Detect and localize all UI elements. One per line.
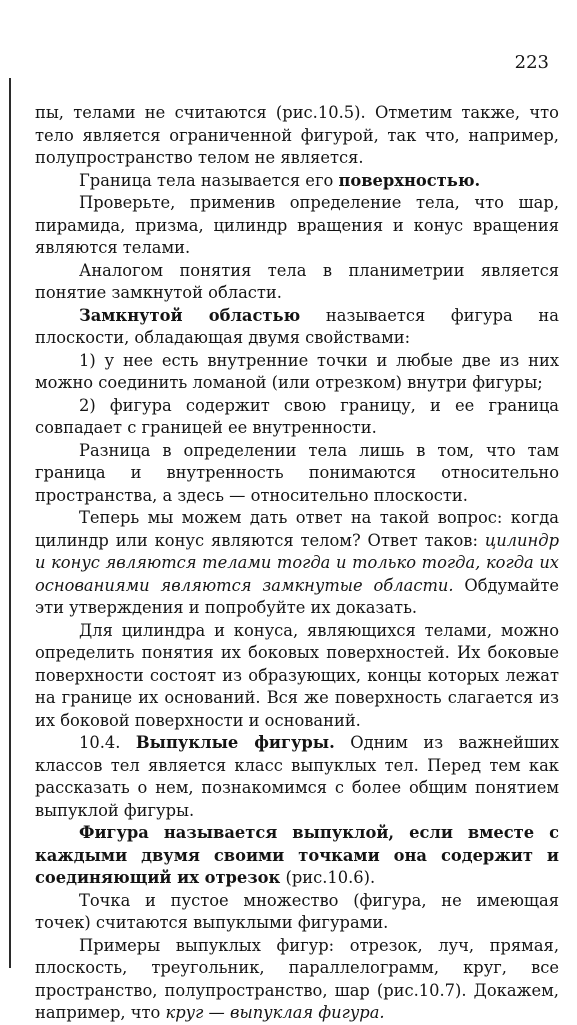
text-run: называется фигура на плоскости, обладающая двумя свойствами: — [35, 305, 559, 347]
text-run: Проверьте, применив определение тела, что шар, пирамида, призма, цилиндр вращения и конус вращения являются телами. — [35, 193, 559, 257]
paragraph — [35, 395, 559, 440]
paragraph — [35, 822, 559, 890]
paragraph — [35, 192, 559, 260]
paragraph — [35, 260, 559, 305]
text-run: Примеры выпуклых фигур: отрезок, луч, прямая, плоскость, треугольник, параллелограмм, круг, все пространство, полупространство, шар (рис.10.7). Докажем, например, что — [35, 935, 559, 1022]
text-run: 2) фигура содержит свою границу, и ее граница совпадает с границей ее внутренности. — [35, 395, 559, 437]
italic-text: круг — выпуклая фигура. — [165, 1003, 385, 1022]
text-run: Точка и пустое множество (фигура, не имеющая точек) считаются выпуклыми фигурами. — [35, 890, 559, 932]
margin-rule — [9, 78, 11, 968]
page-body — [35, 102, 559, 1025]
bold-text: поверхностью. — [338, 170, 481, 190]
paragraph — [35, 102, 559, 170]
text-run: Теперь мы можем дать ответ на такой вопрос: когда цилиндр или конус являются телом? Ответ таков: — [35, 508, 559, 550]
text-run: Граница тела называется его — [79, 170, 339, 190]
bold-text: Выпуклые фигуры. — [135, 733, 335, 752]
bold-text: Замкнутой областью — [79, 305, 301, 325]
paragraph — [35, 170, 559, 193]
paragraph — [35, 305, 559, 350]
text-run: Аналогом понятия тела в планиметрии является понятие замкнутой области. — [35, 260, 559, 302]
paragraph — [35, 935, 559, 1025]
page-number: 223 — [514, 52, 549, 73]
text-run: 10.4. — [79, 733, 136, 752]
paragraph — [35, 732, 559, 822]
text-run: Разница в определении тела лишь в том, что там граница и внутренность понимаются относительно пространства, а здесь — относительно плоскости. — [35, 440, 559, 505]
paragraph — [35, 620, 559, 733]
text-run: (рис.10.6). — [280, 868, 376, 887]
italic-text: цилиндр и конус являются телами тогда и только тогда, когда их основаниями являются замкнутые области. — [35, 530, 559, 595]
paragraph — [35, 507, 559, 620]
text-run: Одним из важнейших классов тел является класс выпуклых тел. Перед тем как рассказать о нем, познакомимся с более общим понятием выпуклой фигуры. — [35, 733, 559, 820]
paragraph — [35, 350, 559, 395]
text-run: Для цилиндра и конуса, являющихся телами, можно определить понятия их боковых поверхностей. Их боковые поверхности состоят из образующих, концы которых лежат на границе их оснований. Вся же поверхность слагается из их боковой поверхности и оснований. — [35, 620, 559, 730]
text-run: 1) у нее есть внутренние точки и любые две из них можно соединить ломаной (или отрезком) внутри фигуры; — [35, 350, 559, 392]
text-run: пы, телами не считаются (рис.10.5). Отметим также, что тело является ограниченной фигурой, так что, например, полупространство телом не является. — [35, 103, 559, 167]
bold-text: Фигура называется выпуклой, если вместе с каждыми двумя своими точками она содержит и соединяющий их отрезок — [35, 823, 559, 887]
paragraph — [35, 890, 559, 935]
paragraph — [35, 440, 559, 508]
text-run: Обдумайте эти утверждения и попробуйте их доказать. — [35, 575, 560, 617]
